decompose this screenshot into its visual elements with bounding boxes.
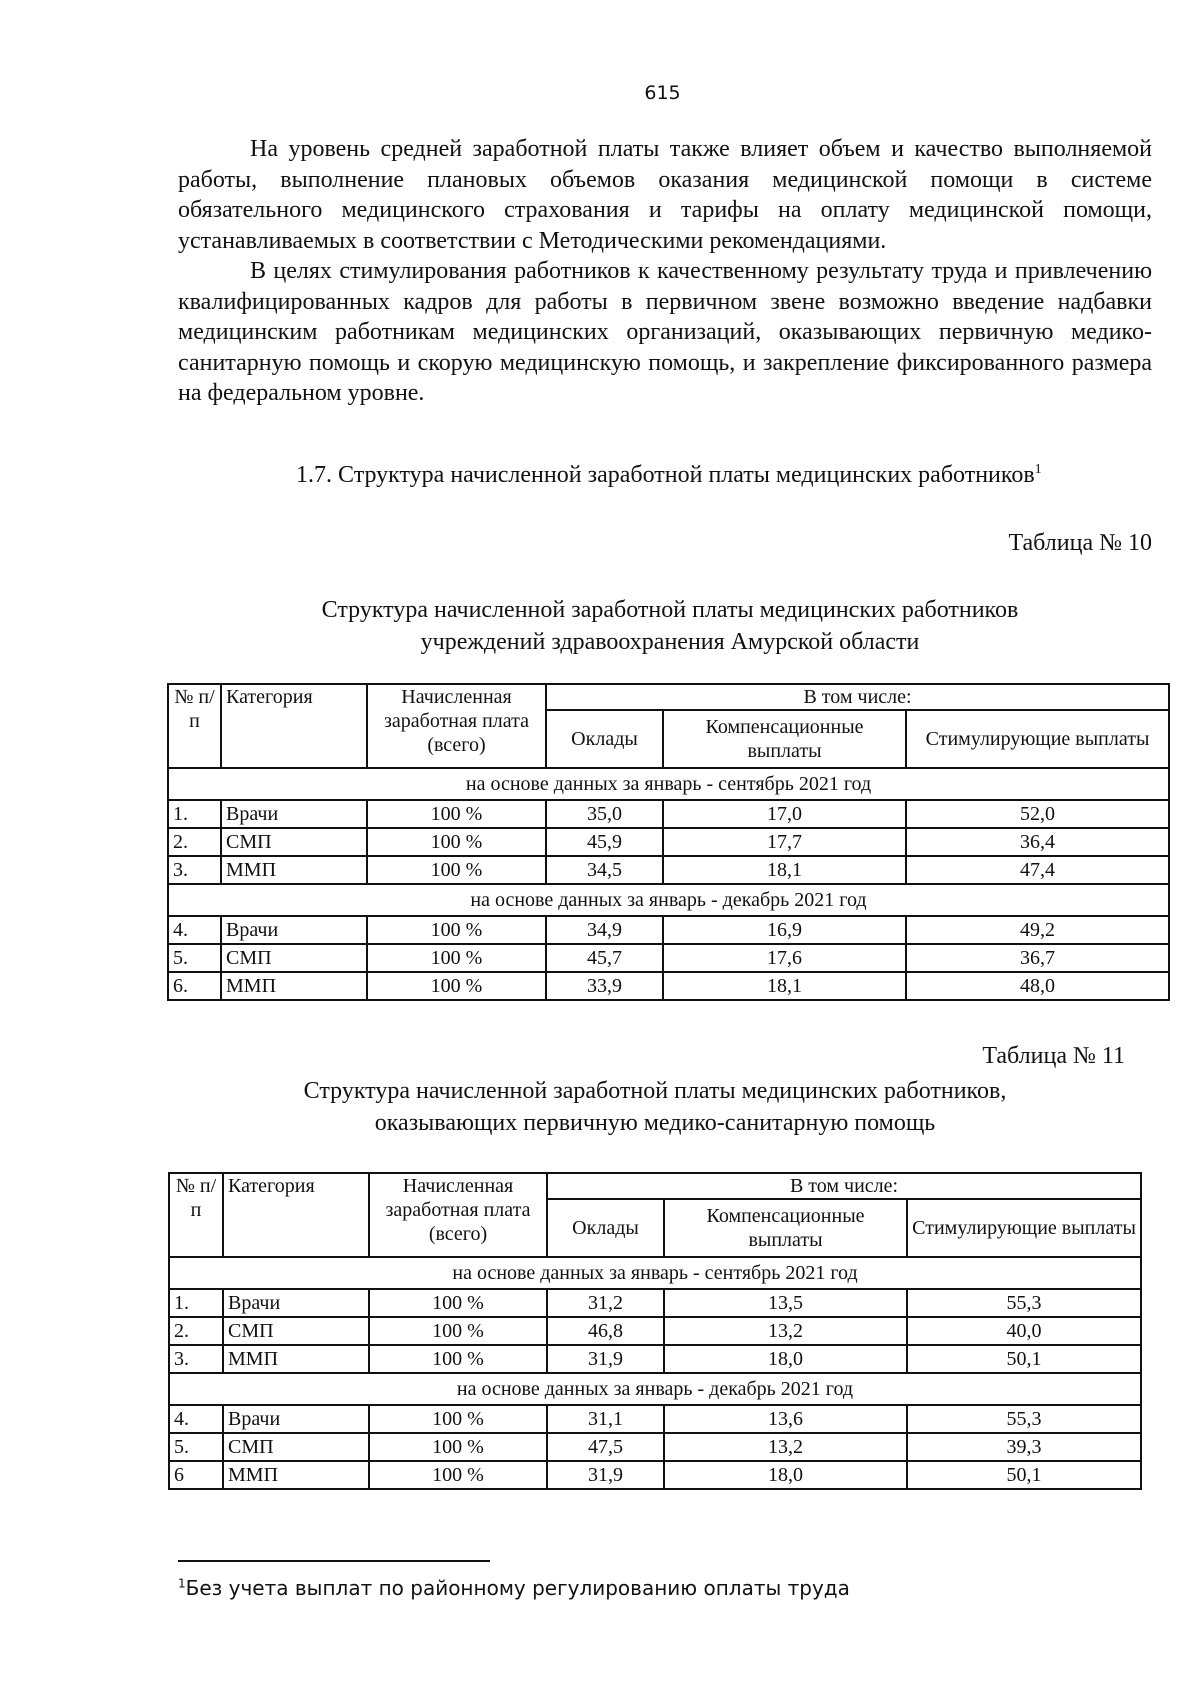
row-total: 100 % bbox=[367, 916, 546, 944]
header-including: В том числе: bbox=[546, 684, 1169, 710]
period-caption: на основе данных за январь - сентябрь 2021 год bbox=[168, 768, 1169, 800]
row-incentive: 47,4 bbox=[906, 856, 1169, 884]
row-total: 100 % bbox=[367, 828, 546, 856]
row-category: ММП bbox=[223, 1345, 369, 1373]
salary-structure-table bbox=[167, 683, 1170, 1001]
table-row bbox=[169, 1317, 1141, 1345]
row-compensation: 17,6 bbox=[663, 944, 906, 972]
table-row bbox=[168, 972, 1169, 1000]
row-incentive: 39,3 bbox=[907, 1433, 1141, 1461]
row-num: 6 bbox=[169, 1461, 223, 1489]
table-title-line: Структура начисленной заработной платы медицинских работников bbox=[321, 597, 1019, 623]
row-total: 100 % bbox=[369, 1289, 547, 1317]
table-row bbox=[169, 1345, 1141, 1373]
row-compensation: 16,9 bbox=[663, 916, 906, 944]
row-compensation: 18,1 bbox=[663, 972, 906, 1000]
header-incentive: Стимулирующие выплаты bbox=[906, 710, 1169, 768]
row-total: 100 % bbox=[367, 944, 546, 972]
row-compensation: 18,0 bbox=[664, 1461, 907, 1489]
row-num: 5. bbox=[169, 1433, 223, 1461]
row-category: СМП bbox=[221, 828, 367, 856]
row-incentive: 40,0 bbox=[907, 1317, 1141, 1345]
row-category: СМП bbox=[221, 944, 367, 972]
row-category: СМП bbox=[223, 1433, 369, 1461]
row-category: Врачи bbox=[221, 916, 367, 944]
header-incentive: Стимулирующие выплаты bbox=[907, 1199, 1141, 1257]
header-including: В том числе: bbox=[547, 1173, 1141, 1199]
table-label: Таблица № 11 bbox=[982, 1043, 1125, 1069]
section-heading-text: 1.7. Структура начисленной заработной платы медицинских работников bbox=[296, 462, 1035, 488]
table-row bbox=[169, 1405, 1141, 1433]
paragraph bbox=[178, 134, 1152, 256]
row-compensation: 18,1 bbox=[663, 856, 906, 884]
table-row bbox=[168, 916, 1169, 944]
row-category: ММП bbox=[223, 1461, 369, 1489]
row-incentive: 55,3 bbox=[907, 1289, 1141, 1317]
row-compensation: 13,2 bbox=[664, 1317, 907, 1345]
row-num: 3. bbox=[169, 1345, 223, 1373]
row-incentive: 50,1 bbox=[907, 1461, 1141, 1489]
row-compensation: 17,0 bbox=[663, 800, 906, 828]
row-incentive: 55,3 bbox=[907, 1405, 1141, 1433]
table-row bbox=[169, 1461, 1141, 1489]
page-number: 615 bbox=[644, 82, 681, 104]
table-label: Таблица № 10 bbox=[1008, 530, 1152, 556]
row-total: 100 % bbox=[369, 1433, 547, 1461]
row-num: 2. bbox=[168, 828, 221, 856]
table-row bbox=[169, 1289, 1141, 1317]
row-salaries: 31,1 bbox=[547, 1405, 664, 1433]
section-heading bbox=[296, 462, 1042, 489]
row-num: 4. bbox=[169, 1405, 223, 1433]
footnote-text: Без учета выплат по районному регулированию оплаты труда bbox=[185, 1576, 850, 1600]
table-title bbox=[170, 594, 1170, 658]
table-row bbox=[168, 944, 1169, 972]
salary-structure-table bbox=[168, 1172, 1142, 1490]
row-compensation: 13,6 bbox=[664, 1405, 907, 1433]
table-title-line: оказывающих первичную медико-санитарную помощь bbox=[374, 1110, 936, 1136]
row-category: ММП bbox=[221, 972, 367, 1000]
row-total: 100 % bbox=[369, 1317, 547, 1345]
row-salaries: 34,9 bbox=[546, 916, 663, 944]
header-category: Категория bbox=[221, 684, 367, 768]
table-row bbox=[168, 828, 1169, 856]
period-caption: на основе данных за январь - сентябрь 2021 год bbox=[169, 1257, 1141, 1289]
row-total: 100 % bbox=[367, 972, 546, 1000]
row-total: 100 % bbox=[367, 800, 546, 828]
header-num: № п/п bbox=[169, 1173, 223, 1257]
row-salaries: 33,9 bbox=[546, 972, 663, 1000]
header-num: № п/п bbox=[168, 684, 221, 768]
footnote-mark: 1 bbox=[178, 1576, 186, 1591]
footnote-divider bbox=[178, 1560, 490, 1562]
row-incentive: 50,1 bbox=[907, 1345, 1141, 1373]
header-salaries: Оклады bbox=[546, 710, 663, 768]
paragraph-text: В целях стимулирования работников к качественному результату труда и привлечению квалифицированных кадров для работы в первичном звене возможно введение надбавки медицинским работникам медицинских организаций, оказывающих первичную медико-санитарную помощь и скорую медицинскую помощь, и закрепление фиксированного размера на федеральном уровне. bbox=[178, 258, 1152, 406]
row-salaries: 45,7 bbox=[546, 944, 663, 972]
footnote-mark: 1 bbox=[1034, 462, 1042, 477]
table-row bbox=[169, 1433, 1141, 1461]
paragraph bbox=[178, 256, 1152, 409]
row-total: 100 % bbox=[369, 1345, 547, 1373]
header-salaries: Оклады bbox=[547, 1199, 664, 1257]
row-num: 6. bbox=[168, 972, 221, 1000]
row-salaries: 31,2 bbox=[547, 1289, 664, 1317]
row-num: 2. bbox=[169, 1317, 223, 1345]
row-incentive: 52,0 bbox=[906, 800, 1169, 828]
row-salaries: 31,9 bbox=[547, 1345, 664, 1373]
row-incentive: 36,4 bbox=[906, 828, 1169, 856]
row-category: Врачи bbox=[223, 1289, 369, 1317]
table-row bbox=[168, 856, 1169, 884]
row-num: 1. bbox=[168, 800, 221, 828]
row-total: 100 % bbox=[369, 1405, 547, 1433]
row-category: ММП bbox=[221, 856, 367, 884]
period-caption: на основе данных за январь - декабрь 2021 год bbox=[168, 884, 1169, 916]
row-num: 3. bbox=[168, 856, 221, 884]
row-compensation: 18,0 bbox=[664, 1345, 907, 1373]
row-total: 100 % bbox=[367, 856, 546, 884]
row-salaries: 47,5 bbox=[547, 1433, 664, 1461]
row-num: 1. bbox=[169, 1289, 223, 1317]
row-category: Врачи bbox=[223, 1405, 369, 1433]
row-salaries: 31,9 bbox=[547, 1461, 664, 1489]
row-incentive: 49,2 bbox=[906, 916, 1169, 944]
row-salaries: 46,8 bbox=[547, 1317, 664, 1345]
row-salaries: 35,0 bbox=[546, 800, 663, 828]
header-total: Начисленная заработная плата (всего) bbox=[367, 684, 546, 768]
footnote bbox=[178, 1576, 850, 1600]
row-total: 100 % bbox=[369, 1461, 547, 1489]
row-incentive: 36,7 bbox=[906, 944, 1169, 972]
row-salaries: 34,5 bbox=[546, 856, 663, 884]
row-category: СМП bbox=[223, 1317, 369, 1345]
period-caption: на основе данных за январь - декабрь 2021 год bbox=[169, 1373, 1141, 1405]
row-incentive: 48,0 bbox=[906, 972, 1169, 1000]
header-compensation: Компенсационные выплаты bbox=[663, 710, 906, 768]
paragraph-text: На уровень средней заработной платы также влияет объем и качество выполняемой работы, выполнение плановых объемов оказания медицинской помощи в системе обязательного медицинского страхования и тарифы на оплату медицинской помощи, устанавливаемых в соответствии с Методическими рекомендациями. bbox=[178, 136, 1152, 254]
row-compensation: 13,5 bbox=[664, 1289, 907, 1317]
table-title-line: учреждений здравоохранения Амурской области bbox=[420, 629, 920, 655]
header-total: Начисленная заработная плата (всего) bbox=[369, 1173, 547, 1257]
header-compensation: Компенсационные выплаты bbox=[664, 1199, 907, 1257]
header-category: Категория bbox=[223, 1173, 369, 1257]
row-num: 4. bbox=[168, 916, 221, 944]
row-compensation: 13,2 bbox=[664, 1433, 907, 1461]
table-title bbox=[155, 1075, 1155, 1139]
row-num: 5. bbox=[168, 944, 221, 972]
table-title-line: Структура начисленной заработной платы медицинских работников, bbox=[303, 1078, 1007, 1104]
row-compensation: 17,7 bbox=[663, 828, 906, 856]
row-salaries: 45,9 bbox=[546, 828, 663, 856]
table-row bbox=[168, 800, 1169, 828]
row-category: Врачи bbox=[221, 800, 367, 828]
